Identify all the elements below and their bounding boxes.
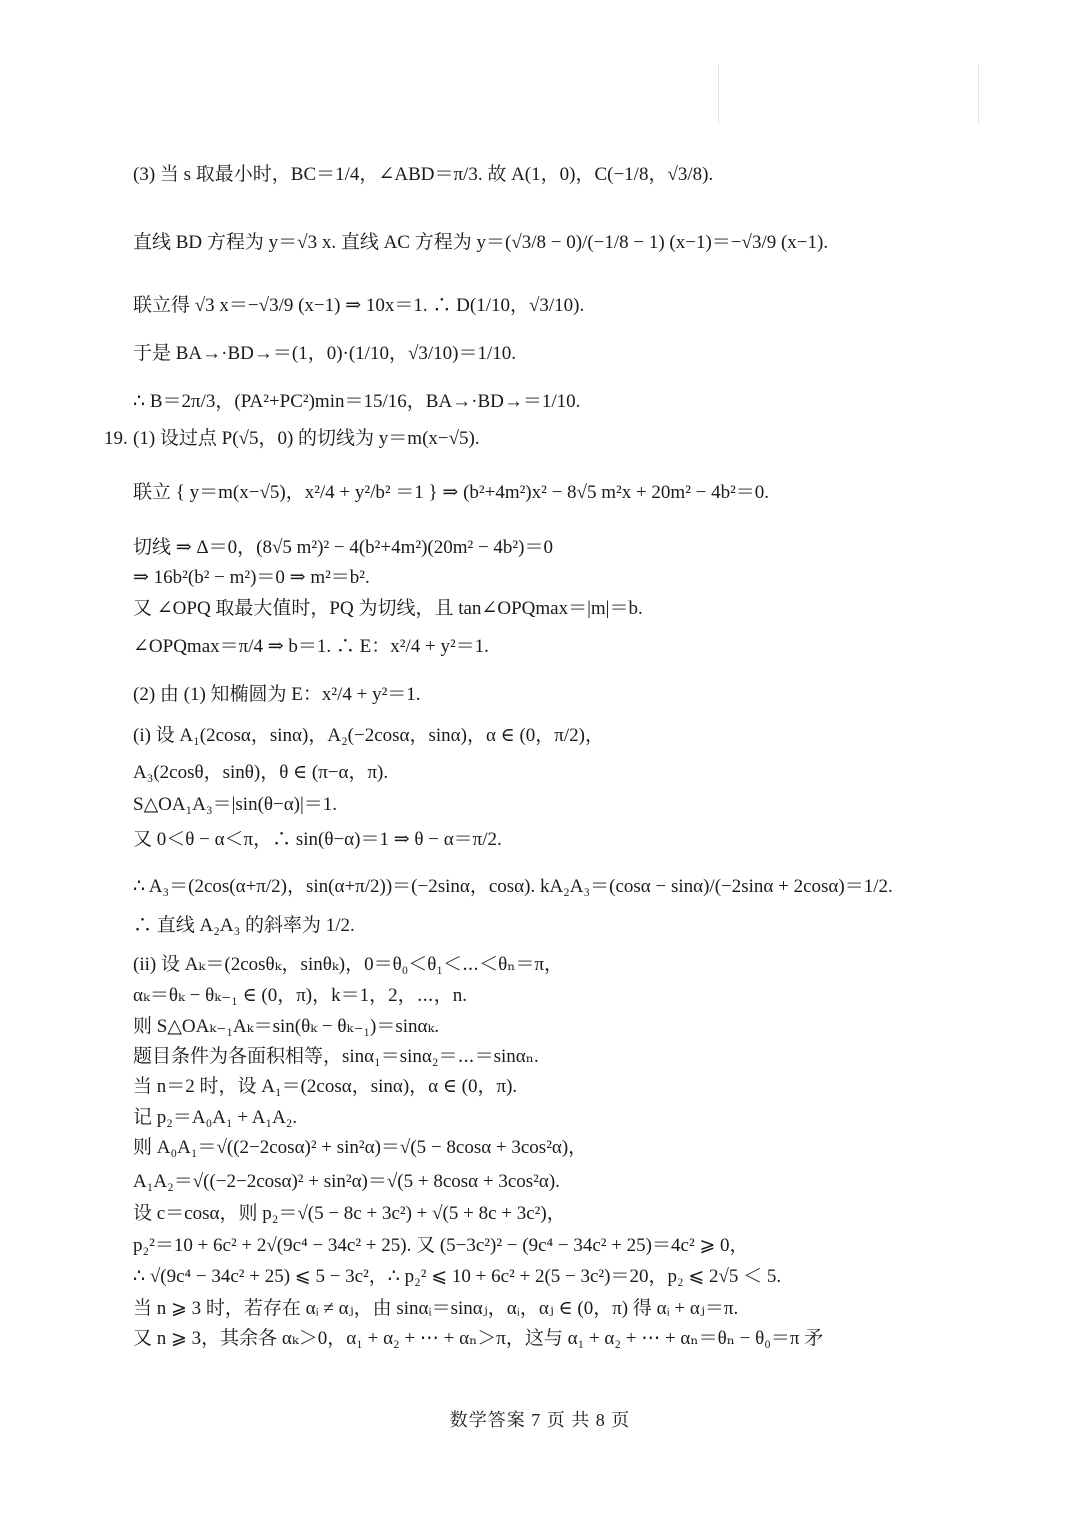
text-line: (2) 由 (1) 知椭圆为 E：x²/4 + y²＝1. [133,684,421,705]
text-line: (3) 当 s 取最小时，BC＝1/4，∠ABD＝π/3. 故 A(1，0)，C(−1/8，√3/8). [133,164,714,185]
text-line: 题目条件为各面积相等，sinα₁＝sinα₂＝⋯＝sinαₙ. [133,1046,539,1067]
text-line: 又 ∠OPQ 取最大值时，PQ 为切线，且 tan∠OPQmax＝|m|＝b. [133,598,643,619]
text-line: ∴ B＝2π/3，(PA²+PC²)min＝15/16，BA→·BD→＝1/10. [133,391,581,412]
text-line: 切线 ⇒ Δ＝0，(8√5 m²)² − 4(b²+4m²)(20m² − 4b²)＝0 [133,537,553,558]
text-line: 联立得 √3 x＝−√3/9 (x−1) ⇒ 10x＝1. ∴ D(1/10，√3/10). [133,295,585,316]
page-footer: 数学答案 7 页 共 8 页 [449,1410,631,1430]
text-line: 又 0＜θ − α＜π，∴ sin(θ−α)＝1 ⇒ θ − α＝π/2. [133,829,502,850]
text-line: 当 n＝2 时，设 A₁＝(2cosα，sinα)，α ∈ (0，π). [133,1076,518,1097]
text-line: 当 n ⩾ 3 时，若存在 αᵢ ≠ αⱼ，由 sinαᵢ＝sinαⱼ，αᵢ，αⱼ ∈ (0，π) 得 αᵢ + αⱼ＝π. [133,1298,739,1319]
text-line: αₖ＝θₖ − θₖ₋₁ ∈ (0，π)，k＝1，2，⋯，n. [133,985,467,1006]
text-line: 记 p₂＝A₀A₁ + A₁A₂. [133,1107,298,1128]
text-line: (1) 设过点 P(√5，0) 的切线为 y＝m(x−√5). [133,428,480,449]
text-line: 直线 BD 方程为 y＝√3 x. 直线 AC 方程为 y＝(√3/8 − 0)/(−1/8 − 1) (x−1)＝−√3/9 (x−1). [133,232,829,253]
problem-number: 19. [104,428,128,449]
text-line: ∴ 直线 A₂A₃ 的斜率为 1/2. [133,915,355,936]
text-line: 联立 { y＝m(x−√5)，x²/4 + y²/b² ＝1 } ⇒ (b²+4m²)x² − 8√5 m²x + 20m² − 4b²＝0. [133,482,770,503]
text-line: ∴ A₃＝(2cos(α+π/2)，sin(α+π/2))＝(−2sinα，cosα). kA₂A₃＝(cosα − sinα)/(−2sinα + 2cosα)＝1/2. [133,876,893,897]
text-line: 又 n ⩾ 3，其余各 αₖ＞0，α₁ + α₂ + ⋯ + αₙ＞π，这与 α₁ + α₂ + ⋯ + αₙ＝θₙ − θ₀＝π 矛 [133,1328,824,1349]
text-line: (ii) 设 Aₖ＝(2cosθₖ，sinθₖ)，0＝θ₀＜θ₁＜⋯＜θₙ＝π， [133,954,564,975]
text-line: A₃(2cosθ，sinθ)，θ ∈ (π−α，π). [133,762,389,783]
text-line: ∠OPQmax＝π/4 ⇒ b＝1. ∴ E：x²/4 + y²＝1. [133,636,489,657]
text-line: 则 A₀A₁＝√((2−2cosα)² + sin²α)＝√(5 − 8cosα + 3cos²α)， [133,1137,588,1158]
scan-edge-mark [978,64,979,124]
text-line: 于是 BA→·BD→＝(1，0)·(1/10，√3/10)＝1/10. [133,343,517,364]
text-line: ⇒ 16b²(b² − m²)＝0 ⇒ m²＝b². [133,567,370,588]
text-line: 则 S△OAₖ₋₁Aₖ＝sin(θₖ − θₖ₋₁)＝sinαₖ. [133,1016,440,1037]
text-line: p₂²＝10 + 6c² + 2√(9c⁴ − 34c² + 25). 又 (5−3c²)² − (9c⁴ − 34c² + 25)＝4c² ⩾ 0， [133,1235,749,1256]
text-line: A₁A₂＝√((−2−2cosα)² + sin²α)＝√(5 + 8cosα + 3cos²α). [133,1171,560,1192]
text-line: 设 c＝cosα，则 p₂＝√(5 − 8c + 3c²) + √(5 + 8c + 3c²)， [133,1203,566,1224]
text-line: (i) 设 A₁(2cosα，sinα)，A₂(−2cosα，sinα)，α ∈ (0，π/2)， [133,725,605,746]
text-line: S△OA₁A₃＝|sin(θ−α)|＝1. [133,794,338,815]
text-line: ∴ √(9c⁴ − 34c² + 25) ⩽ 5 − 3c²，∴ p₂² ⩽ 10 + 6c² + 2(5 − 3c²)＝20，p₂ ⩽ 2√5 ＜ 5. [133,1266,782,1287]
scan-edge-mark [718,64,719,124]
